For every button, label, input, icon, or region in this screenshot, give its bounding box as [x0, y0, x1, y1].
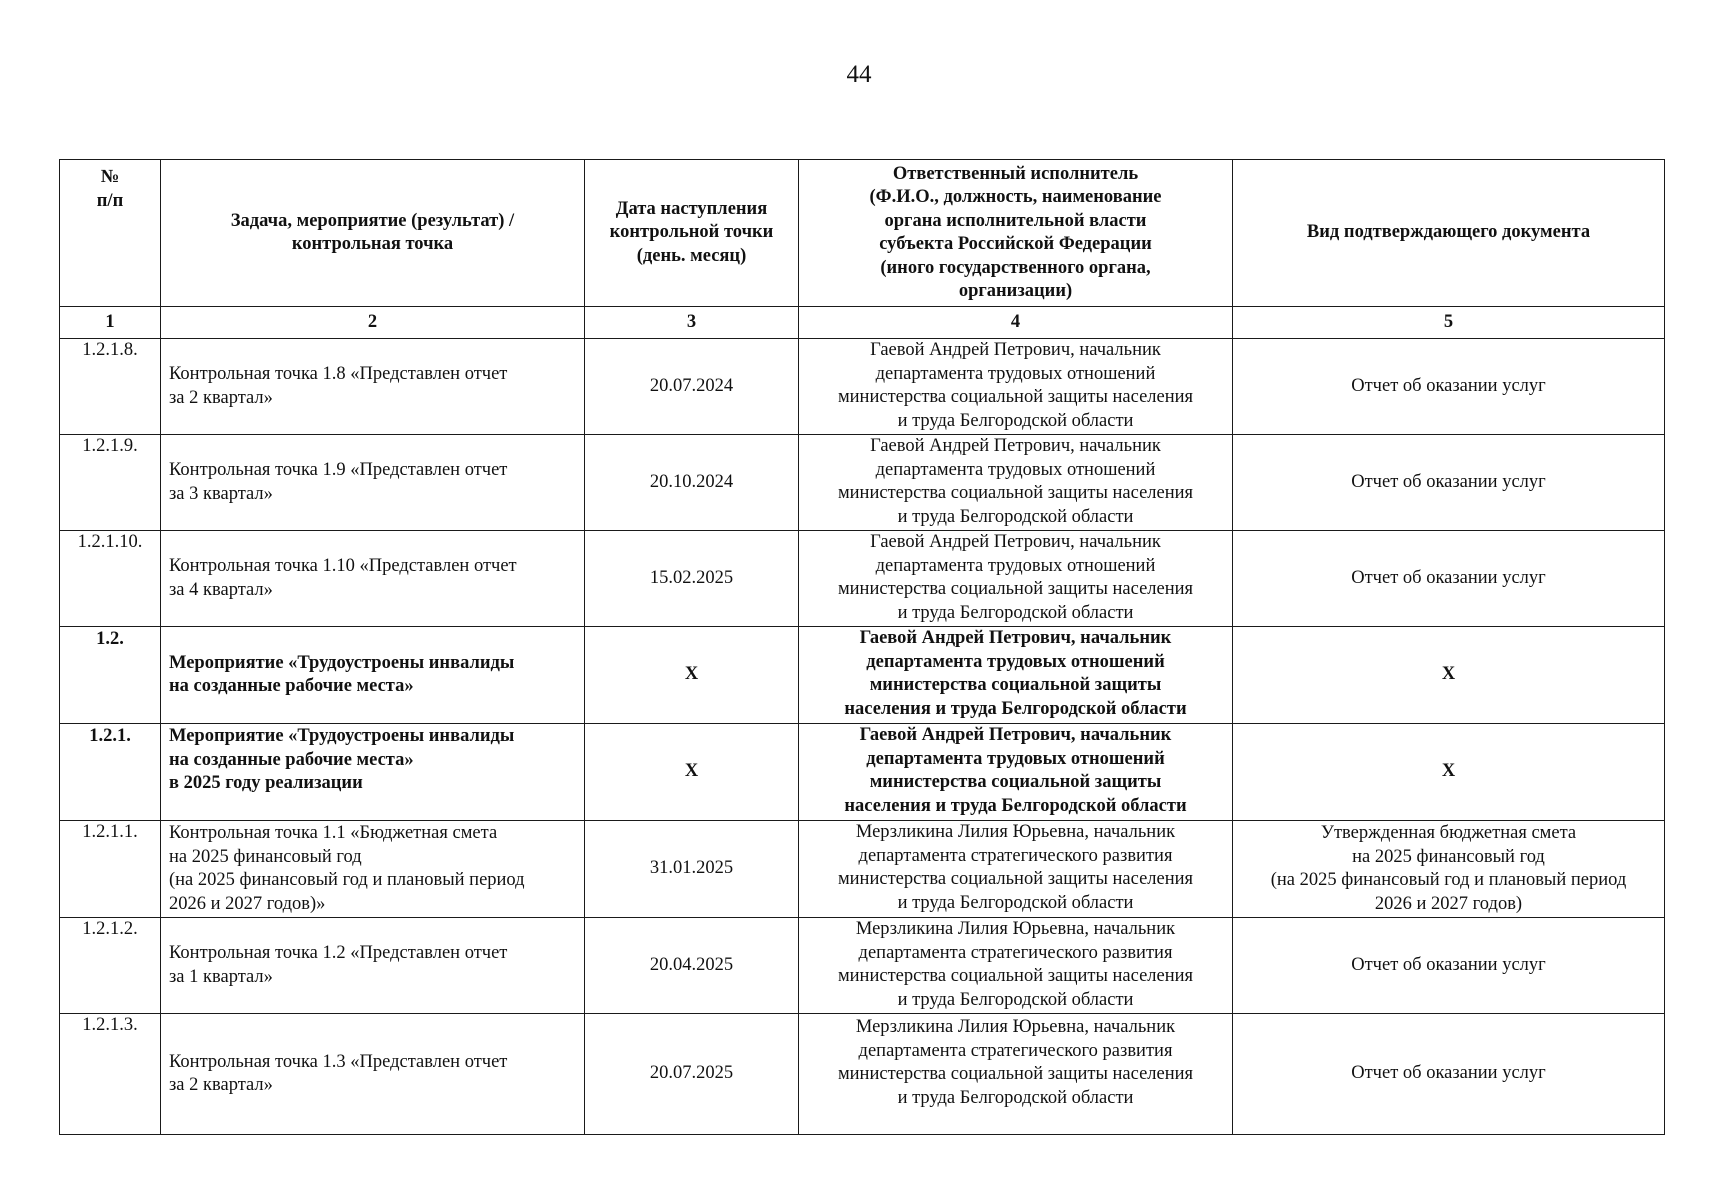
row-date: 20.07.2025: [585, 1014, 799, 1135]
table-row: [60, 724, 1665, 821]
row-task: Контрольная точка 1.1 «Бюджетная смета на 2025 финансовый год (на 2025 финансовый год и плановый период 2026 и 2027 годов)»: [161, 821, 585, 918]
header-task: Задача, мероприятие (результат) / контрольная точка: [161, 160, 585, 307]
row-document: Отчет об оказании услуг: [1233, 339, 1665, 435]
table-row: [60, 918, 1665, 1014]
row-date: 15.02.2025: [585, 531, 799, 627]
row-responsible: Мерзликина Лилия Юрьевна, начальник департамента стратегического развития министерства социальной защиты населения и труда Белгородской области: [799, 821, 1233, 918]
row-responsible: Гаевой Андрей Петрович, начальник департамента трудовых отношений министерства социальной защиты населения и труда Белгородской области: [799, 627, 1233, 724]
row-task: Контрольная точка 1.8 «Представлен отчет за 2 квартал»: [161, 339, 585, 435]
table-row: [60, 821, 1665, 918]
header-document: Вид подтверждающего документа: [1233, 160, 1665, 307]
control-points-table: [59, 159, 1665, 1135]
table-row: [60, 627, 1665, 724]
row-task: Контрольная точка 1.9 «Представлен отчет за 3 квартал»: [161, 435, 585, 531]
header-responsible: Ответственный исполнитель (Ф.И.О., должность, наименование органа исполнительной власти субъекта Российской Федерации (иного государственного органа, организации): [799, 160, 1233, 307]
row-responsible: Гаевой Андрей Петрович, начальник департамента трудовых отношений министерства социальной защиты населения и труда Белгородской области: [799, 531, 1233, 627]
column-index: 1: [60, 307, 161, 339]
row-number: 1.2.1.: [60, 724, 161, 821]
row-task: Контрольная точка 1.2 «Представлен отчет за 1 квартал»: [161, 918, 585, 1014]
row-responsible: Мерзликина Лилия Юрьевна, начальник департамента стратегического развития министерства социальной защиты населения и труда Белгородской области: [799, 1014, 1233, 1135]
row-responsible: Мерзликина Лилия Юрьевна, начальник департамента стратегического развития министерства социальной защиты населения и труда Белгородской области: [799, 918, 1233, 1014]
row-number: 1.2.1.10.: [60, 531, 161, 627]
table-row: [60, 339, 1665, 435]
row-document: Отчет об оказании услуг: [1233, 531, 1665, 627]
column-index-row: [60, 307, 1665, 339]
column-index: 2: [161, 307, 585, 339]
row-responsible: Гаевой Андрей Петрович, начальник департамента трудовых отношений министерства социальной защиты населения и труда Белгородской области: [799, 339, 1233, 435]
row-date: 31.01.2025: [585, 821, 799, 918]
column-index: 3: [585, 307, 799, 339]
row-number: 1.2.1.9.: [60, 435, 161, 531]
row-number: 1.2.1.1.: [60, 821, 161, 918]
row-document: Отчет об оказании услуг: [1233, 1014, 1665, 1135]
row-date: X: [585, 627, 799, 724]
row-task: Контрольная точка 1.3 «Представлен отчет за 2 квартал»: [161, 1014, 585, 1135]
row-document: X: [1233, 627, 1665, 724]
row-date: 20.07.2024: [585, 339, 799, 435]
header-row: [60, 160, 1665, 307]
row-number: 1.2.1.2.: [60, 918, 161, 1014]
row-number: 1.2.: [60, 627, 161, 724]
row-responsible: Гаевой Андрей Петрович, начальник департамента трудовых отношений министерства социальной защиты населения и труда Белгородской области: [799, 724, 1233, 821]
row-date: X: [585, 724, 799, 821]
row-date: 20.04.2025: [585, 918, 799, 1014]
column-index: 4: [799, 307, 1233, 339]
row-number: 1.2.1.8.: [60, 339, 161, 435]
header-date: Дата наступления контрольной точки (день. месяц): [585, 160, 799, 307]
table-row: [60, 1014, 1665, 1135]
row-date: 20.10.2024: [585, 435, 799, 531]
row-document: Отчет об оказании услуг: [1233, 918, 1665, 1014]
row-responsible: Гаевой Андрей Петрович, начальник департамента трудовых отношений министерства социальной защиты населения и труда Белгородской области: [799, 435, 1233, 531]
table-row: [60, 435, 1665, 531]
row-task: Мероприятие «Трудоустроены инвалиды на созданные рабочие места»: [161, 627, 585, 724]
row-document: Утвержденная бюджетная смета на 2025 финансовый год (на 2025 финансовый год и плановый период 2026 и 2027 годов): [1233, 821, 1665, 918]
header-num: № п/п: [60, 160, 161, 307]
table-row: [60, 531, 1665, 627]
row-document: Отчет об оказании услуг: [1233, 435, 1665, 531]
row-document: X: [1233, 724, 1665, 821]
column-index: 5: [1233, 307, 1665, 339]
row-number: 1.2.1.3.: [60, 1014, 161, 1135]
row-task: Контрольная точка 1.10 «Представлен отчет за 4 квартал»: [161, 531, 585, 627]
page-number: 44: [846, 61, 872, 88]
row-task: Мероприятие «Трудоустроены инвалиды на созданные рабочие места» в 2025 году реализации: [161, 724, 585, 821]
